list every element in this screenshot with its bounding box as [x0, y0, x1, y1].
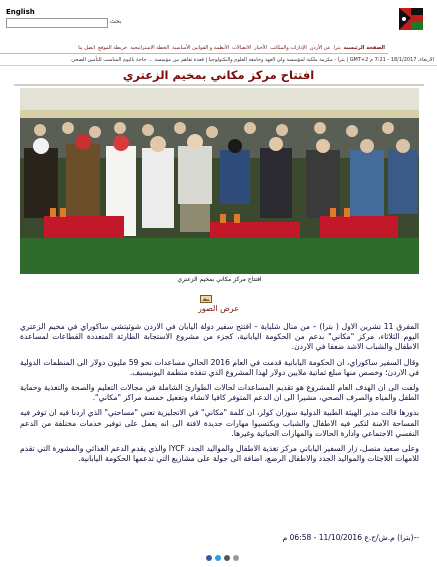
article-paragraph: وقال السفير ساكوراي، ان الحكومة اليابانية قدمت في العام 2016 الحالي مساعدات نحو 59 مليون دولار الى المنظمات الدولية في الاردن؛ وخصص منها مبلغ ثمانية ملايين دولار لهذا المشروع الذي تنفذه منظمة اليونيسيف. [20, 357, 419, 377]
nav-item-petra[interactable]: بترا [333, 45, 341, 51]
share-icons[interactable] [204, 554, 244, 562]
share-facebook-icon [206, 555, 212, 561]
top-bar [0, 0, 437, 44]
article-paragraph: المفرق 11 تشرين الاول ( بترا) – من منال شلباية – افتتح سفير دولة اليابان في الاردن شوئيتشي ساكوراي في مخيم الزعتري اليوم الثلاثاء، مركز "مكاني" بدعم من الحكومة اليابانية، كجزء من مشروع الاستجابة الطارئة المتعددة القطاعات لمساعدة الاطفال والشباب الاشد ضعفا في الاردن. [20, 322, 419, 352]
article-paragraph: ولفت الى ان الهدف العام للمشروع هو تقديم المساعدات لحالات الطوارئ الشاملة في مجالات التعليم والصحة والتغذية وحماية الطفل والمياه والصرف الصحي، مشيرا الى ان الدعم المتوفر كافيا لانشاء وتفعيل خمسة مراكز "مكاني". [20, 383, 419, 403]
article-paragraph: بدورها قالت مدير الهيئة الطبية الدولية سوزان كولر، ان كلمة "مكاني" في الانجليزية تعني "مساحتي" الذي اردنا فيه ان توفر فيه المساحة الآمنة لتكبر فيه الاطفال والشباب ويكتسبوا مهارات جديدة لافتة الى انه يعمل على توفير خدمات مختلفة من الدعم النفسي الاجتماعي وادارة الحالات والمهارات الحياتية وغيرها. [20, 408, 419, 438]
article-photo[interactable] [20, 88, 419, 274]
search-button[interactable]: بحث [110, 18, 122, 25]
gallery-link[interactable]: عرض الصور [198, 304, 239, 313]
nav-item-communications[interactable]: الاتصالات [232, 45, 252, 51]
title-divider [14, 84, 424, 86]
article-body [20, 322, 419, 469]
nav-item-news[interactable]: الأخبار [254, 45, 267, 51]
nav-item-strategy[interactable]: الخطة الاستراتيجية [130, 45, 170, 51]
photo-caption: افتتاح مركز مكاني بمخيم الزعتري [177, 276, 262, 283]
english-link[interactable]: English [6, 8, 35, 16]
share-print-icon [233, 555, 239, 561]
article-title: افتتاح مركز مكاني بمخيم الزعتري [122, 68, 315, 82]
search-input[interactable] [6, 18, 108, 28]
article-paragraph: وعلى صعيد متصل، زار السفير الياباني مركز تغذية الاطفال والمواليد الجدد IYCF والذي يقدم الدعم الغذائي والمشورة التي تقدم للامهات اللاجئات والمواليد الجدد والاطفال الرضع، اضافة الى جولة على مشاريع التي تدعمها الحكومة اليابانية. [20, 444, 419, 464]
nav-item-sitemap[interactable]: خريطة الموقع [98, 45, 128, 51]
nav-item-home[interactable]: الصفحة الرئيسية [343, 45, 385, 51]
nav-item-contact[interactable]: اتصل بنا [78, 45, 96, 51]
ticker-text: الاربعاء، 18/1/2017 - 7:21 م GMT+2 | بترا - مكرمة ملكية لمؤسسة ولي العهد وجامعة العلوم والتكنولوجيا | قعدة تفاهم بين مؤسسة ... حاجة باليوم المناسب للتأمين الصحي [71, 57, 434, 63]
news-ticker[interactable] [0, 55, 437, 66]
share-twitter-icon [215, 555, 221, 561]
nav-item-laws[interactable]: الأنظمة و القوانين الأساسية [172, 45, 230, 51]
petra-logo-icon[interactable] [391, 4, 431, 44]
nav-item-about-jordan[interactable]: عن الأردن [309, 45, 331, 51]
gallery-icon[interactable] [200, 295, 212, 303]
main-nav [0, 43, 388, 54]
nav-item-departments[interactable]: الإدارات والمكاتب [269, 45, 307, 51]
share-email-icon [224, 555, 230, 561]
article-signature: --(بترا) م.ش/ح.ع 11/10/2016 - 06:58 م [282, 533, 419, 542]
